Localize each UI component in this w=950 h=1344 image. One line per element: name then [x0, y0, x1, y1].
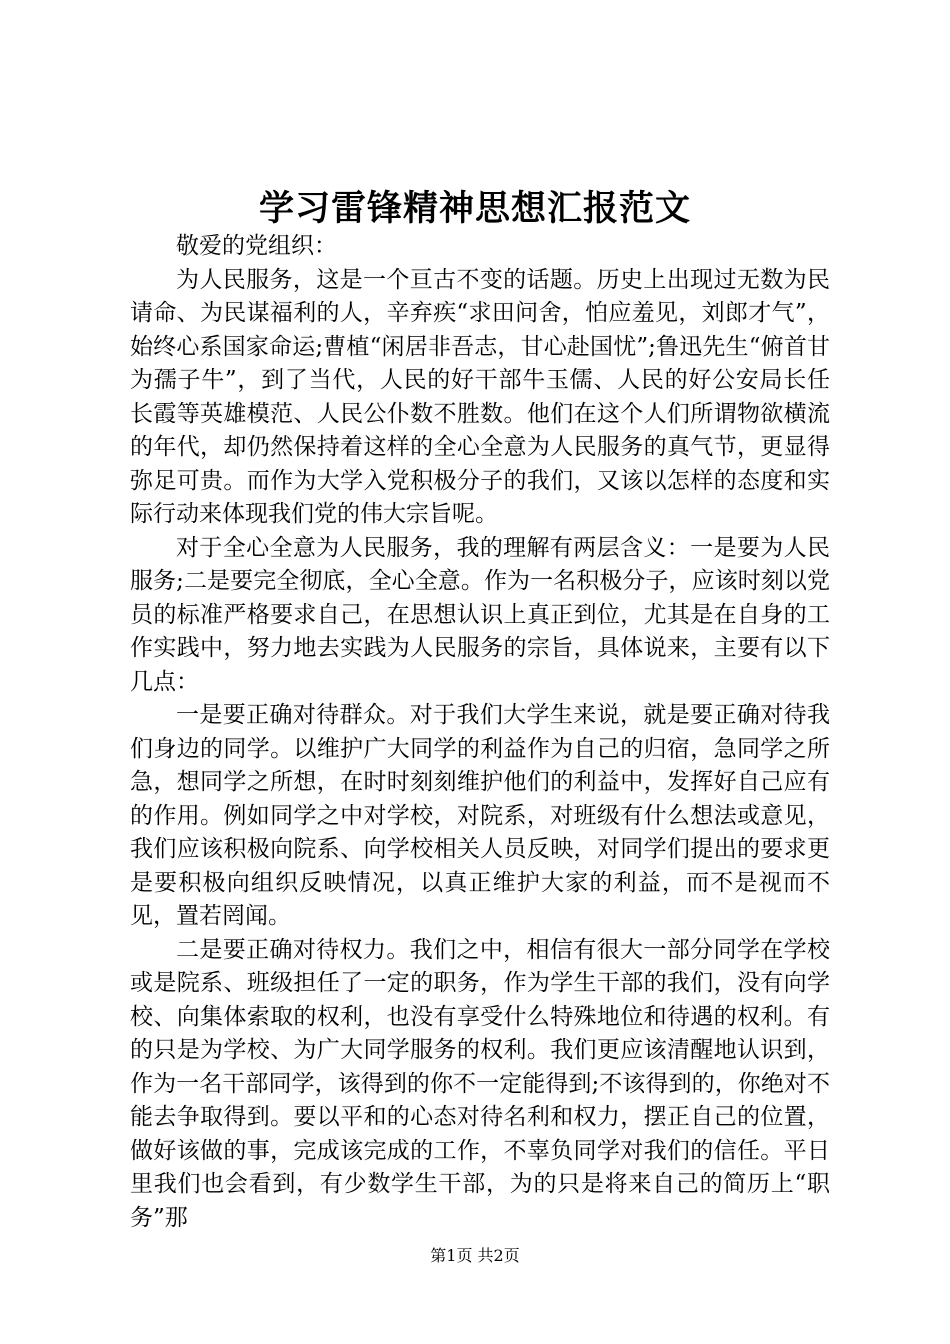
salutation: 敬爱的党组织： [176, 233, 337, 259]
paragraph: 二是要正确对待权力。我们之中，相信有很大一部分同学在学校或是院系、班级担任了一定的职务，作为学生干部的我们，没有向学校、向集体索取的权利，也没有享受什么特殊地位和待遇的权利。有的只是为学校、为广大同学服务的权利。我们更应该清醒地认识到，作为一名干部同学，该得到的你不一定能得到;不该得到的，你绝对不能去争取得到。要以平和的心态对待名利和权力，摆正自己的位置，做好该做的事，完成该完成的工作，不辜负同学对我们的信任。平日里我们也会看到，有少数学生干部，为的只是将来自己的简历上“职务”那 [130, 936, 830, 1231]
document-body [130, 230, 830, 1235]
document-title: 学习雷锋精神思想汇报范文 [258, 188, 691, 229]
paragraph: 对于全心全意为人民服务，我的理解有两层含义：一是要为人民服务;二是要完全彻底，全心全意。作为一名积极分子，应该时刻以党员的标准严格要求自己，在思想认识上真正到位，尤其是在自身的工作实践中，努力地去实践为人民服务的宗旨，具体说来，主要有以下几点： [130, 534, 830, 695]
paragraph: 为人民服务，这是一个亘古不变的话题。历史上出现过无数为民请命、为民谋福利的人，辛弃疾“求田问舍，怕应羞见，刘郎才气”，始终心系国家命运;曹植“闲居非吾志，甘心赴国忧”;鲁迅先生“俯首甘为孺子牛”，到了当代，人民的好干部牛玉儒、人民的好公安局长任长霞等英雄模范、人民公仆数不胜数。他们在这个人们所谓物欲横流的年代，却仍然保持着这样的全心全意为人民服务的真气节，更显得弥足可贵。而作为大学入党积极分子的我们，又该以怎样的态度和实际行动来体现我们党的伟大宗旨呢。 [130, 266, 830, 527]
paragraph: 一是要正确对待群众。对于我们大学生来说，就是要正确对待我们身边的同学。以维护广大同学的利益作为自己的归宿，急同学之所急，想同学之所想，在时时刻刻维护他们的利益中，发挥好自己应有的作用。例如同学之中对学校，对院系，对班级有什么想法或意见，我们应该积极向院系、向学校相关人员反映，对同学们提出的要求更是要积极向组织反映情况，以真正维护大家的利益，而不是视而不见，置若罔闻。 [130, 702, 830, 929]
page-footer: 第1页 共2页 [430, 1246, 520, 1265]
